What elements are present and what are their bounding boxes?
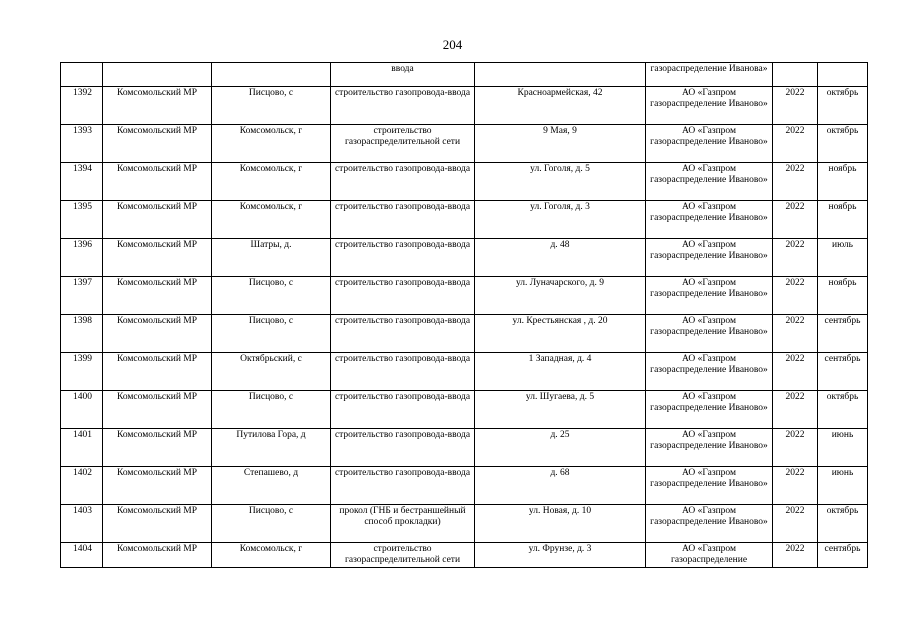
cell-address-text: Красноармейская, 42 xyxy=(517,88,603,98)
cell-work-type xyxy=(331,315,475,353)
cell-address xyxy=(475,543,646,568)
cell-year xyxy=(773,467,818,505)
cell-work-type xyxy=(331,467,475,505)
table-row-continuation xyxy=(61,63,868,87)
cell-organization-text: АО «Газпром газораспределение Иваново» xyxy=(650,126,768,147)
cell-number xyxy=(61,63,103,87)
cell-year xyxy=(773,315,818,353)
cell-locality-text: Писцово, с xyxy=(248,88,294,98)
cell-number-text: 1392 xyxy=(73,88,92,98)
cell-year-text: 2022 xyxy=(785,88,805,98)
cell-month-text: сентябрь xyxy=(824,354,861,364)
cell-month xyxy=(818,467,868,505)
cell-month-text: июнь xyxy=(831,430,854,440)
cell-locality xyxy=(212,391,331,429)
cell-work-type xyxy=(331,201,475,239)
cell-locality xyxy=(212,277,331,315)
cell-organization xyxy=(646,315,773,353)
cell-organization xyxy=(646,429,773,467)
cell-district xyxy=(103,163,212,201)
cell-address xyxy=(475,391,646,429)
cell-address-text: ул. Крестьянская , д. 20 xyxy=(512,316,608,326)
cell-locality xyxy=(212,201,331,239)
cell-district-text: Комсомольский МР xyxy=(116,468,198,478)
cell-month-text: сентябрь xyxy=(824,316,861,326)
cell-organization xyxy=(646,543,773,568)
cell-year xyxy=(773,239,818,277)
cell-locality-text: Шатры, д. xyxy=(250,240,292,250)
table-row xyxy=(61,467,868,505)
cell-address xyxy=(475,353,646,391)
cell-organization-text: АО «Газпром газораспределение Иваново» xyxy=(650,392,768,413)
cell-month xyxy=(818,391,868,429)
cell-work-type xyxy=(331,125,475,163)
cell-locality xyxy=(212,543,331,568)
cell-locality xyxy=(212,163,331,201)
cell-address-text: ул. Фрунзе, д. 3 xyxy=(528,544,592,554)
cell-number-text: 1400 xyxy=(73,392,92,402)
cell-year-text: 2022 xyxy=(785,392,805,402)
cell-number-text: 1402 xyxy=(73,468,92,478)
cell-month-text: октябрь xyxy=(826,392,859,402)
table-row xyxy=(61,543,868,568)
cell-address xyxy=(475,239,646,277)
table-row xyxy=(61,429,868,467)
cell-organization-text: АО «Газпром газораспределение Иваново» xyxy=(650,430,768,451)
cell-locality-text: Комсомольск, г xyxy=(239,126,303,136)
cell-work-type xyxy=(331,353,475,391)
cell-month xyxy=(818,63,868,87)
cell-district-text: Комсомольский МР xyxy=(116,278,198,288)
cell-district xyxy=(103,63,212,87)
cell-month xyxy=(818,353,868,391)
cell-work-type xyxy=(331,543,475,568)
cell-organization-text: АО «Газпром газораспределение Иваново» xyxy=(650,316,768,337)
cell-work-type-text: строительство газораспределительной сети xyxy=(344,544,461,565)
cell-locality-text: Писцово, с xyxy=(248,278,294,288)
cell-organization xyxy=(646,201,773,239)
cell-locality-text: Писцово, с xyxy=(248,316,294,326)
cell-locality-text: Комсомольск, г xyxy=(239,164,303,174)
cell-locality xyxy=(212,125,331,163)
cell-address-text: 1 Западная, д. 4 xyxy=(528,354,592,364)
cell-organization-text: АО «Газпром газораспределение Иваново» xyxy=(650,164,768,185)
cell-month xyxy=(818,543,868,568)
cell-work-type-text: прокол (ГНБ и бестраншейный способ прокладки) xyxy=(339,506,466,527)
cell-address xyxy=(475,315,646,353)
cell-number-text: 1394 xyxy=(73,164,92,174)
cell-organization-text: АО «Газпром газораспределение Иваново» xyxy=(650,278,768,299)
cell-year xyxy=(773,505,818,543)
cell-number xyxy=(61,201,103,239)
cell-year xyxy=(773,87,818,125)
cell-district xyxy=(103,239,212,277)
cell-month-text: июль xyxy=(831,240,854,250)
cell-month xyxy=(818,277,868,315)
cell-year xyxy=(773,391,818,429)
cell-district xyxy=(103,467,212,505)
table-row xyxy=(61,125,868,163)
cell-organization xyxy=(646,505,773,543)
cell-work-type xyxy=(331,505,475,543)
cell-locality-text: Комсомольск, г xyxy=(239,202,303,212)
cell-year xyxy=(773,125,818,163)
cell-month xyxy=(818,201,868,239)
cell-district xyxy=(103,543,212,568)
cell-work-type xyxy=(331,163,475,201)
cell-year-text: 2022 xyxy=(785,126,805,136)
cell-work-type-text: строительство газопровода-ввода xyxy=(334,278,471,288)
cell-number xyxy=(61,429,103,467)
cell-year-text: 2022 xyxy=(785,278,805,288)
cell-district xyxy=(103,277,212,315)
cell-district xyxy=(103,315,212,353)
cell-organization xyxy=(646,391,773,429)
table-row xyxy=(61,505,868,543)
cell-year-text: 2022 xyxy=(785,430,805,440)
cell-month-text: октябрь xyxy=(826,506,859,516)
cell-year-text: 2022 xyxy=(785,164,805,174)
cell-district-text: Комсомольский МР xyxy=(116,164,198,174)
cell-number xyxy=(61,543,103,568)
cell-number-text: 1393 xyxy=(73,126,92,136)
cell-month-text: ноябрь xyxy=(828,164,857,174)
cell-district-text: Комсомольский МР xyxy=(116,88,198,98)
cell-year xyxy=(773,543,818,568)
cell-work-type: ввода xyxy=(331,63,475,87)
cell-month xyxy=(818,163,868,201)
cell-year xyxy=(773,353,818,391)
cell-year-text: 2022 xyxy=(785,202,805,212)
cell-month xyxy=(818,315,868,353)
page-number: 204 xyxy=(442,37,463,52)
cell-address xyxy=(475,63,646,87)
cell-district-text: Комсомольский МР xyxy=(116,506,198,516)
cell-locality-text: Октябрьский, с xyxy=(240,354,302,364)
cell-locality-text: Комсомольск, г xyxy=(239,544,303,554)
cell-month-text: октябрь xyxy=(826,126,859,136)
cell-organization-text: АО «Газпром газораспределение Иваново» xyxy=(650,202,768,223)
cell-address xyxy=(475,163,646,201)
cell-locality xyxy=(212,467,331,505)
cell-work-type-text: строительство газопровода-ввода xyxy=(334,430,471,440)
cell-number-text: 1399 xyxy=(73,354,92,364)
cell-number xyxy=(61,163,103,201)
cell-work-type-text: строительство газопровода-ввода xyxy=(334,164,471,174)
cell-address-text: 9 Мая, 9 xyxy=(543,126,577,136)
cell-district-text: Комсомольский МР xyxy=(116,126,198,136)
cell-work-type-text: строительство газораспределительной сети xyxy=(344,126,461,147)
cell-locality xyxy=(212,315,331,353)
cell-organization-text: АО «Газпром газораспределение xyxy=(670,544,748,565)
cell-number-text: 1398 xyxy=(73,316,92,326)
cell-number-text: 1401 xyxy=(73,430,92,440)
cell-number xyxy=(61,277,103,315)
cell-year xyxy=(773,163,818,201)
cell-address-text: ул. Шугаева, д. 5 xyxy=(525,392,595,402)
cell-district xyxy=(103,391,212,429)
cell-work-type-text: строительство газопровода-ввода xyxy=(334,88,471,98)
cell-district xyxy=(103,201,212,239)
cell-month-text: ноябрь xyxy=(828,202,857,212)
cell-number-text: 1395 xyxy=(73,202,92,212)
cell-locality xyxy=(212,87,331,125)
gas-works-table xyxy=(60,62,868,568)
cell-work-type-text: строительство газопровода-ввода xyxy=(334,354,471,364)
cell-address-text: ул. Гоголя, д. 3 xyxy=(530,202,590,212)
cell-number xyxy=(61,315,103,353)
cell-month xyxy=(818,125,868,163)
cell-year-text: 2022 xyxy=(785,506,805,516)
cell-year-text: 2022 xyxy=(785,544,805,554)
cell-organization-text: АО «Газпром газораспределение Иваново» xyxy=(650,468,768,489)
cell-month xyxy=(818,505,868,543)
cell-month xyxy=(818,239,868,277)
cell-address xyxy=(475,87,646,125)
cell-number xyxy=(61,353,103,391)
cell-district xyxy=(103,87,212,125)
cell-organization-text: АО «Газпром газораспределение Иваново» xyxy=(650,506,768,527)
cell-district xyxy=(103,353,212,391)
cell-locality-text: Писцово, с xyxy=(248,392,294,402)
cell-number-text: 1404 xyxy=(73,544,92,554)
cell-number xyxy=(61,467,103,505)
cell-year-text: 2022 xyxy=(785,468,805,478)
cell-number-text: 1396 xyxy=(73,240,92,250)
cell-district-text: Комсомольский МР xyxy=(116,392,198,402)
cell-locality xyxy=(212,63,331,87)
cell-number xyxy=(61,239,103,277)
table-row xyxy=(61,239,868,277)
cell-number xyxy=(61,87,103,125)
cell-work-type xyxy=(331,239,475,277)
cell-number-text: 1397 xyxy=(73,278,92,288)
cell-organization-text: АО «Газпром газораспределение Иваново» xyxy=(650,240,768,261)
cell-month-text: сентябрь xyxy=(824,544,861,554)
cell-work-type xyxy=(331,391,475,429)
cell-year-text: 2022 xyxy=(785,316,805,326)
cell-year xyxy=(773,201,818,239)
cell-district-text: Комсомольский МР xyxy=(116,544,198,554)
cell-month xyxy=(818,429,868,467)
cell-locality-text: Степашево, д xyxy=(243,468,299,478)
cell-organization xyxy=(646,125,773,163)
cell-year xyxy=(773,63,818,87)
table-row xyxy=(61,353,868,391)
cell-locality xyxy=(212,239,331,277)
cell-district xyxy=(103,429,212,467)
cell-district-text: Комсомольский МР xyxy=(116,354,198,364)
cell-address xyxy=(475,125,646,163)
cell-month xyxy=(818,87,868,125)
cell-organization xyxy=(646,87,773,125)
cell-month-text: июнь xyxy=(831,468,854,478)
table-row xyxy=(61,391,868,429)
cell-address-text: ул. Новая, д. 10 xyxy=(528,506,592,516)
table-row xyxy=(61,163,868,201)
table-row xyxy=(61,277,868,315)
cell-work-type xyxy=(331,429,475,467)
table-row xyxy=(61,315,868,353)
cell-month-text: ноябрь xyxy=(828,278,857,288)
cell-address xyxy=(475,467,646,505)
cell-organization xyxy=(646,163,773,201)
cell-locality-text: Путилова Гора, д xyxy=(236,430,306,440)
cell-number xyxy=(61,125,103,163)
cell-organization xyxy=(646,467,773,505)
cell-work-type-text: строительство газопровода-ввода xyxy=(334,392,471,402)
cell-address xyxy=(475,505,646,543)
cell-number xyxy=(61,505,103,543)
cell-organization xyxy=(646,239,773,277)
cell-year xyxy=(773,277,818,315)
cell-work-type-text: строительство газопровода-ввода xyxy=(334,468,471,478)
cell-work-type-text: строительство газопровода-ввода xyxy=(334,202,471,212)
cell-year xyxy=(773,429,818,467)
table-row xyxy=(61,201,868,239)
cell-work-type-text: строительство газопровода-ввода xyxy=(334,240,471,250)
table-row xyxy=(61,87,868,125)
cell-work-type xyxy=(331,277,475,315)
cell-locality-text: Писцово, с xyxy=(248,506,294,516)
cell-district-text: Комсомольский МР xyxy=(116,240,198,250)
cell-organization xyxy=(646,353,773,391)
cell-address xyxy=(475,201,646,239)
cell-work-type-text: строительство газопровода-ввода xyxy=(334,316,471,326)
cell-work-type xyxy=(331,87,475,125)
cell-address-text: д. 48 xyxy=(550,240,570,250)
cell-address-text: д. 68 xyxy=(550,468,570,478)
cell-address-text: д. 25 xyxy=(550,430,570,440)
cell-address-text: ул. Гоголя, д. 5 xyxy=(530,164,590,174)
cell-address xyxy=(475,277,646,315)
cell-district xyxy=(103,125,212,163)
cell-district-text: Комсомольский МР xyxy=(116,316,198,326)
cell-district-text: Комсомольский МР xyxy=(116,202,198,212)
cell-organization: газораспределение Иванова» xyxy=(646,63,773,87)
cell-address-text: ул. Луначарского, д. 9 xyxy=(515,278,605,288)
cell-number-text: 1403 xyxy=(73,506,92,516)
cell-locality xyxy=(212,505,331,543)
cell-year-text: 2022 xyxy=(785,240,805,250)
cell-locality xyxy=(212,429,331,467)
cell-month-text: октябрь xyxy=(826,88,859,98)
cell-number xyxy=(61,391,103,429)
cell-address xyxy=(475,429,646,467)
cell-locality xyxy=(212,353,331,391)
cell-district-text: Комсомольский МР xyxy=(116,430,198,440)
cell-district xyxy=(103,505,212,543)
cell-organization-text: АО «Газпром газораспределение Иваново» xyxy=(650,354,768,375)
cell-year-text: 2022 xyxy=(785,354,805,364)
cell-organization-text: АО «Газпром газораспределение Иваново» xyxy=(650,88,768,109)
cell-organization xyxy=(646,277,773,315)
